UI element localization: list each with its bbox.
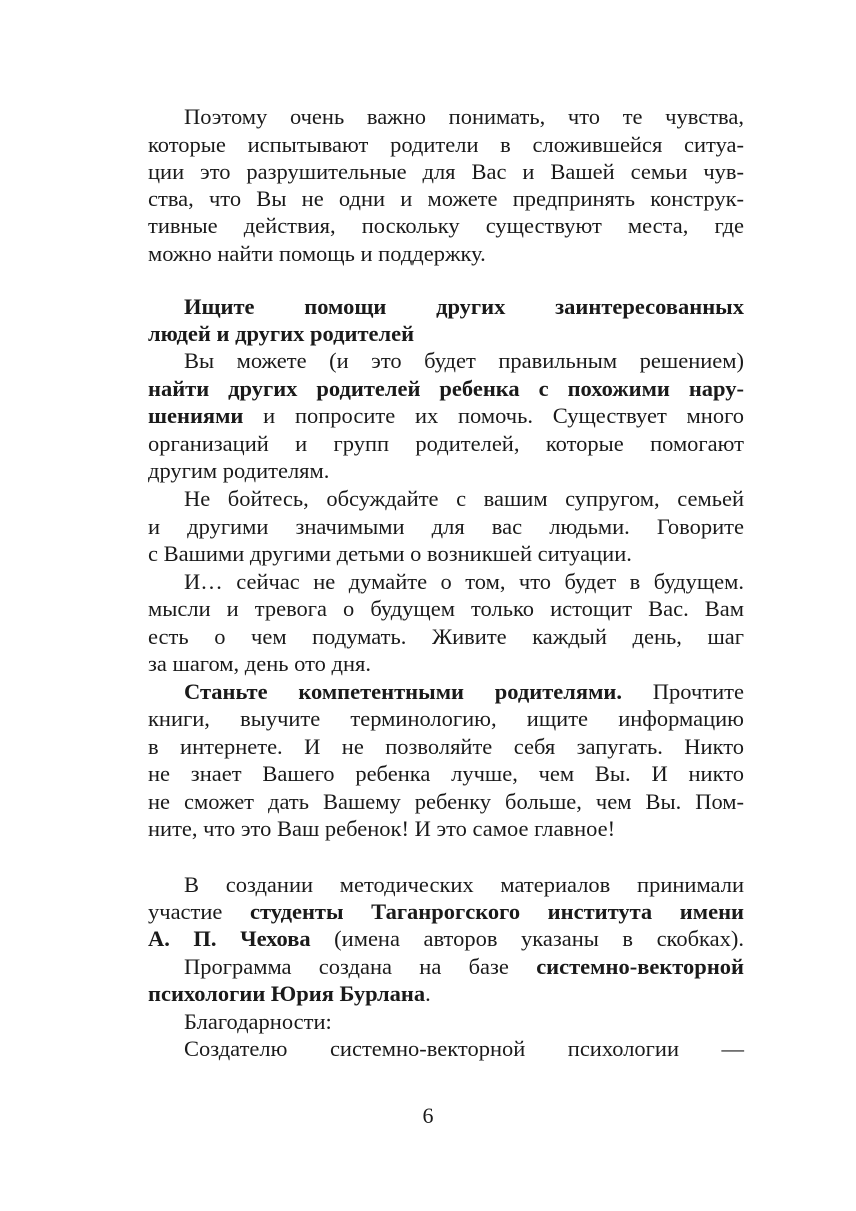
text-segment: за шагом, день ото дня. xyxy=(148,651,371,676)
bold-text: А. П. Чехова xyxy=(148,926,311,951)
text-segment: Благодарности: xyxy=(184,1009,332,1034)
text-line xyxy=(148,815,744,843)
text-line xyxy=(148,595,744,623)
text-segment: не сможет дать Вашему ребенку больше, чем Вы. Пом- xyxy=(148,789,744,814)
text-line xyxy=(148,925,744,953)
text-segment: которые испытывают родители в сложившейся ситуа- xyxy=(148,132,744,157)
text-segment: другим родителям. xyxy=(148,458,330,483)
bold-text: Ищите помощи других заинтересованных xyxy=(184,294,744,319)
text-segment: есть о чем подумать. Живите каждый день, шаг xyxy=(148,624,744,649)
text-line xyxy=(148,320,744,348)
text-segment: Вы можете (и это будет правильным решением) xyxy=(184,348,744,373)
text-line xyxy=(148,705,744,733)
text-line xyxy=(148,430,744,458)
text-segment: ства, что Вы не одни и можете предпринять конструк- xyxy=(148,186,744,211)
text-segment: не знает Вашего ребенка лучше, чем Вы. И никто xyxy=(148,761,744,786)
text-line xyxy=(148,513,744,541)
text-line xyxy=(148,898,744,926)
bold-text: студенты Таганрогского института имени xyxy=(250,899,744,924)
text-line xyxy=(184,568,744,596)
text-line xyxy=(184,1035,744,1063)
text-segment: Прочтите xyxy=(622,679,744,704)
text-segment: ции это разрушительные для Вас и Вашей семьи чув- xyxy=(148,159,744,184)
text-segment: тивные действия, поскольку существуют места, где xyxy=(148,213,744,238)
text-line xyxy=(148,240,744,268)
text-line xyxy=(148,375,744,403)
bold-text: психологии Юрия Бурлана xyxy=(148,981,426,1006)
text-line xyxy=(148,540,744,568)
bold-text: найти других родителей ребенка с похожими нару- xyxy=(148,376,744,401)
text-line xyxy=(184,293,744,321)
bold-text: шениями xyxy=(148,403,244,428)
text-segment: Не бойтесь, обсуждайте с вашим супругом, семьей xyxy=(184,486,744,511)
text-line xyxy=(148,402,744,430)
text-segment: участие xyxy=(148,899,251,924)
text-segment: (имена авторов указаны в скобках). xyxy=(310,926,744,951)
text-line xyxy=(148,623,744,651)
text-segment: в интернете. И не позволяйте себя запугать. Никто xyxy=(148,734,744,759)
text-segment: Программа создана на базе xyxy=(184,954,537,979)
text-segment: . xyxy=(425,981,431,1006)
text-segment: И… сейчас не думайте о том, что будет в будущем. xyxy=(184,569,744,594)
text-segment: и попросите их помочь. Существует много xyxy=(243,403,744,428)
text-segment: и другими значимыми для вас людьми. Говорите xyxy=(148,514,744,539)
text-line xyxy=(148,760,744,788)
text-line xyxy=(148,185,744,213)
text-segment: В создании методических материалов принимали xyxy=(184,872,744,897)
text-line xyxy=(148,457,744,485)
text-line xyxy=(148,131,744,159)
text-line xyxy=(184,1008,744,1036)
bold-text: системно-векторной xyxy=(536,954,744,979)
bold-text: людей и других родителей xyxy=(148,321,415,346)
text-segment: Поэтому очень важно понимать, что те чувства, xyxy=(184,104,744,129)
text-line xyxy=(148,650,744,678)
text-segment: можно найти помощь и поддержку. xyxy=(148,241,486,266)
text-line xyxy=(148,158,744,186)
text-line xyxy=(184,485,744,513)
text-line xyxy=(184,347,744,375)
text-segment: ните, что это Ваш ребенок! И это самое главное! xyxy=(148,816,616,841)
text-segment: мысли и тревога о будущем только истощит Вас. Вам xyxy=(148,596,744,621)
bold-text: Станьте компетентными родителями. xyxy=(184,679,623,704)
text-segment: организаций и групп родителей, которые помогают xyxy=(148,431,744,456)
text-line xyxy=(148,980,744,1008)
text-segment: книги, выучите терминологию, ищите информацию xyxy=(148,706,744,731)
text-line xyxy=(184,103,744,131)
text-line xyxy=(184,953,744,981)
text-segment: с Вашими другими детьми о возникшей ситуации. xyxy=(148,541,632,566)
page-number: 6 xyxy=(422,1103,434,1128)
text-line xyxy=(184,871,744,899)
text-line xyxy=(184,678,744,706)
text-line xyxy=(148,733,744,761)
text-line xyxy=(148,788,744,816)
text-segment: Создателю системно-векторной психологии — xyxy=(184,1036,744,1061)
text-line xyxy=(148,212,744,240)
